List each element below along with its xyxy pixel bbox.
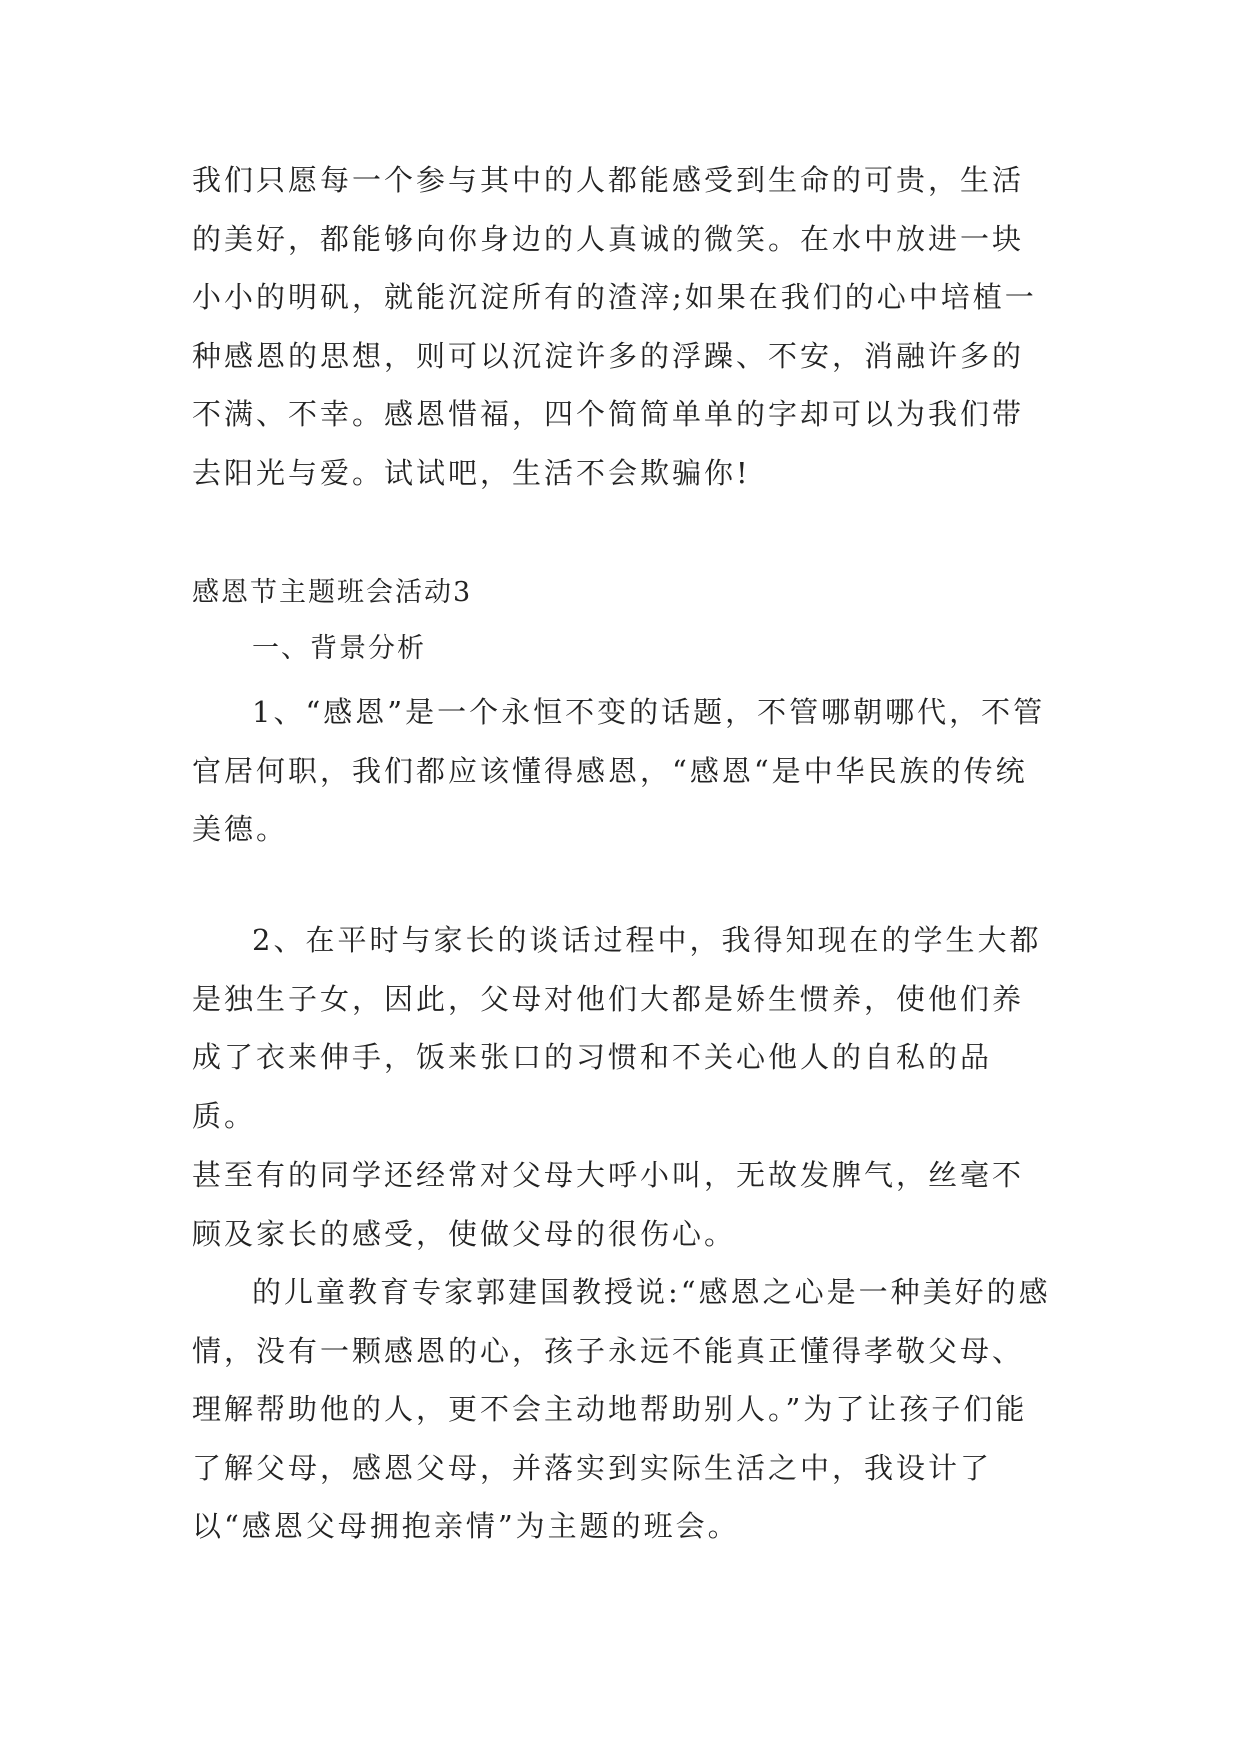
section-title: 感恩节主题班会活动3	[192, 577, 473, 608]
continuation-paragraph: 甚至有的同学还经常对父母大呼小叫，无故发脾气，丝毫不顾及家长的感受，使做父母的很伤心。	[192, 1158, 1025, 1251]
background-point-2: 2、在平时与家长的谈话过程中，我得知现在的学生大都是独生子女，因此，父母对他们大都是娇生惯养，使他们养成了衣来伸手，饭来张口的习惯和不关心他人的自私的品质。	[192, 923, 1042, 1133]
intro-paragraph: 我们只愿每一个参与其中的人都能感受到生命的可贵，生活的美好，都能够向你身边的人真诚的微笑。在水中放进一块小小的明矾，就能沉淀所有的渣滓;如果在我们的心中培植一种感恩的思想，则可以沉淀许多的浮躁、不安，消融许多的不满、不幸。感恩惜福，四个简简单单的字却可以为我们带去阳光与爱。试试吧，生活不会欺骗你!	[192, 163, 1037, 490]
subsection-heading: 一、背景分析	[252, 633, 426, 664]
expert-quote-paragraph: 的儿童教育专家郭建国教授说:“感恩之心是一种美好的感情，没有一颗感恩的心，孩子永远不能真正懂得孝敬父母、理解帮助他的人，更不会主动地帮助别人。”为了让孩子们能了解父母，感恩父母，并落实到实际生活之中，我设计了以“感恩父母拥抱亲情”为主题的班会。	[192, 1275, 1051, 1544]
background-point-1: 1、“感恩”是一个永恒不变的话题，不管哪朝哪代，不管官居何职，我们都应该懂得感恩，“感恩“是中华民族的传统美德。	[192, 695, 1046, 847]
